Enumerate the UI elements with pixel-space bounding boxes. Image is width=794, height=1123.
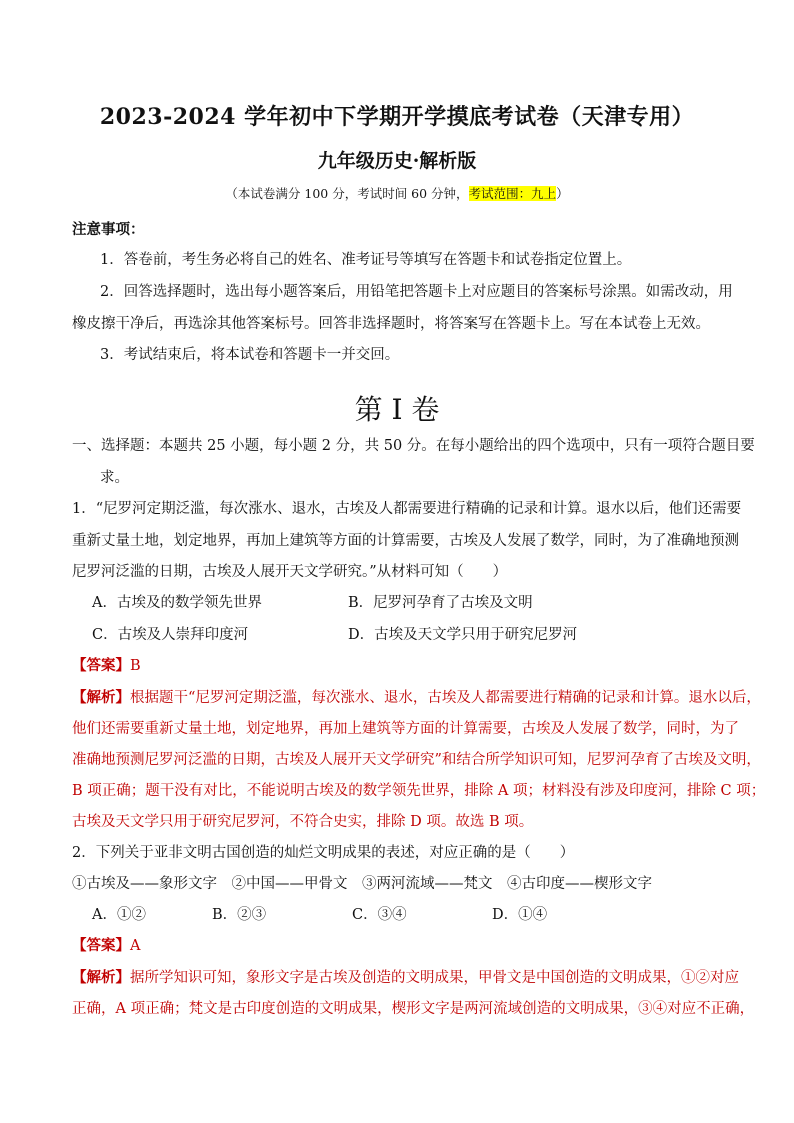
q2-analysis-text-1: 据所学知识可知，象形文字是古埃及创造的文明成果，甲骨文是中国创造的文明成果，①②对应 <box>130 970 739 986</box>
q2-answer-value: A <box>130 938 141 954</box>
exam-scope-highlight: 考试范围：九上 <box>468 186 557 201</box>
section-intro-cont: 求。 <box>100 470 129 486</box>
exam-title: 2023-2024 学年初中下学期开学摸底考试卷（天津专用） <box>99 104 695 130</box>
q1-option-a: A．古埃及的数学领先世界 <box>92 595 262 611</box>
q2-analysis-line-1 <box>72 966 739 987</box>
q1-answer-tag: 【答案】 <box>72 657 130 674</box>
question-1-line-2: 重新丈量土地，划定地界，再加上建筑等方面的计算需要，古埃及人发展了数学，同时，为了准确地预测 <box>72 533 739 549</box>
q1-option-d: D．古埃及天文学只用于研究尼罗河 <box>348 627 578 643</box>
q2-option-c: C．③④ <box>352 907 407 923</box>
q2-answer <box>72 934 140 955</box>
q2-option-d: D．①④ <box>492 907 548 923</box>
q1-answer <box>72 654 141 675</box>
notice-item-3: 3．考试结束后，将本试卷和答题卡一并交回。 <box>100 347 400 363</box>
q1-analysis-tag: 【解析】 <box>72 689 130 706</box>
notice-item-2: 2．回答选择题时，选出每小题答案后，用铅笔把答题卡上对应题目的答案标号涂黑。如需改动，用 <box>100 284 733 300</box>
q1-answer-value: B <box>130 658 141 674</box>
notice-item-1: 1．答卷前，考生务必将自己的姓名、准考证号等填写在答题卡和试卷指定位置上。 <box>100 252 632 268</box>
q2-analysis-line-2: 正确，A 项正确；梵文是古印度创造的文明成果，楔形文字是两河流域创造的文明成果，③④对应不正确， <box>72 1001 755 1017</box>
exam-info <box>0 184 794 202</box>
q1-analysis-line-3: 准确地预测尼罗河泛滥的日期，古埃及人展开天文学研究”和结合所学知识可知，尼罗河孕育了古埃及文明， <box>72 752 761 768</box>
q2-answer-tag: 【答案】 <box>72 937 130 954</box>
volume-heading: 第 I 卷 <box>354 393 440 426</box>
q1-analysis-line-2: 他们还需要重新丈量土地，划定地界，再加上建筑等方面的计算需要，古埃及人发展了数学，同时，为了 <box>72 721 739 737</box>
exam-subtitle: 九年级历史·解析版 <box>317 150 477 172</box>
exam-info-prefix: （本试卷满分 100 分，考试时间 60 分钟， <box>225 186 469 201</box>
question-1-line-1: 1．“尼罗河定期泛滥，每次涨水、退水，古埃及人都需要进行精确的记录和计算。退水以后，他们还需要 <box>72 501 742 517</box>
notice-heading: 注意事项： <box>72 221 145 238</box>
q1-analysis-line-1 <box>72 686 761 707</box>
q2-option-b: B．②③ <box>212 907 267 923</box>
question-2-line: 2．下列关于亚非文明古国创造的灿烂文明成果的表述，对应正确的是（ ） <box>72 845 575 861</box>
exam-info-suffix: ） <box>556 186 569 201</box>
q1-option-c: C．古埃及人崇拜印度河 <box>92 627 249 643</box>
question-1-line-3: 尼罗河泛滥的日期，古埃及人展开天文学研究。”从材料可知（ ） <box>72 564 508 580</box>
q1-option-b: B．尼罗河孕育了古埃及文明 <box>348 595 533 611</box>
notice-item-2-cont: 橡皮擦干净后，再选涂其他答案标号。回答非选择题时，将答案写在答题卡上。写在本试卷上无效。 <box>72 316 710 332</box>
q2-option-a: A．①② <box>92 907 146 923</box>
q1-analysis-line-4: B 项正确；题干没有对比，不能说明古埃及的数学领先世界，排除 A 项；材料没有涉及印度河，排除 C 项； <box>72 783 766 799</box>
q1-analysis-line-5: 古埃及天文学只用于研究尼罗河，不符合史实，排除 D 项。故选 B 项。 <box>72 814 534 830</box>
q2-analysis-tag: 【解析】 <box>72 969 130 986</box>
section-intro: 一、选择题：本题共 25 小题，每小题 2 分，共 50 分。在每小题给出的四个选项中，只有一项符合题目要 <box>72 438 755 454</box>
q1-analysis-text-1: 根据题干“尼罗河定期泛滥，每次涨水、退水，古埃及人都需要进行精确的记录和计算。退水以后， <box>130 690 761 706</box>
question-2-items: ①古埃及——象形文字 ②中国——甲骨文 ③两河流域——梵文 ④古印度——楔形文字 <box>72 876 652 892</box>
